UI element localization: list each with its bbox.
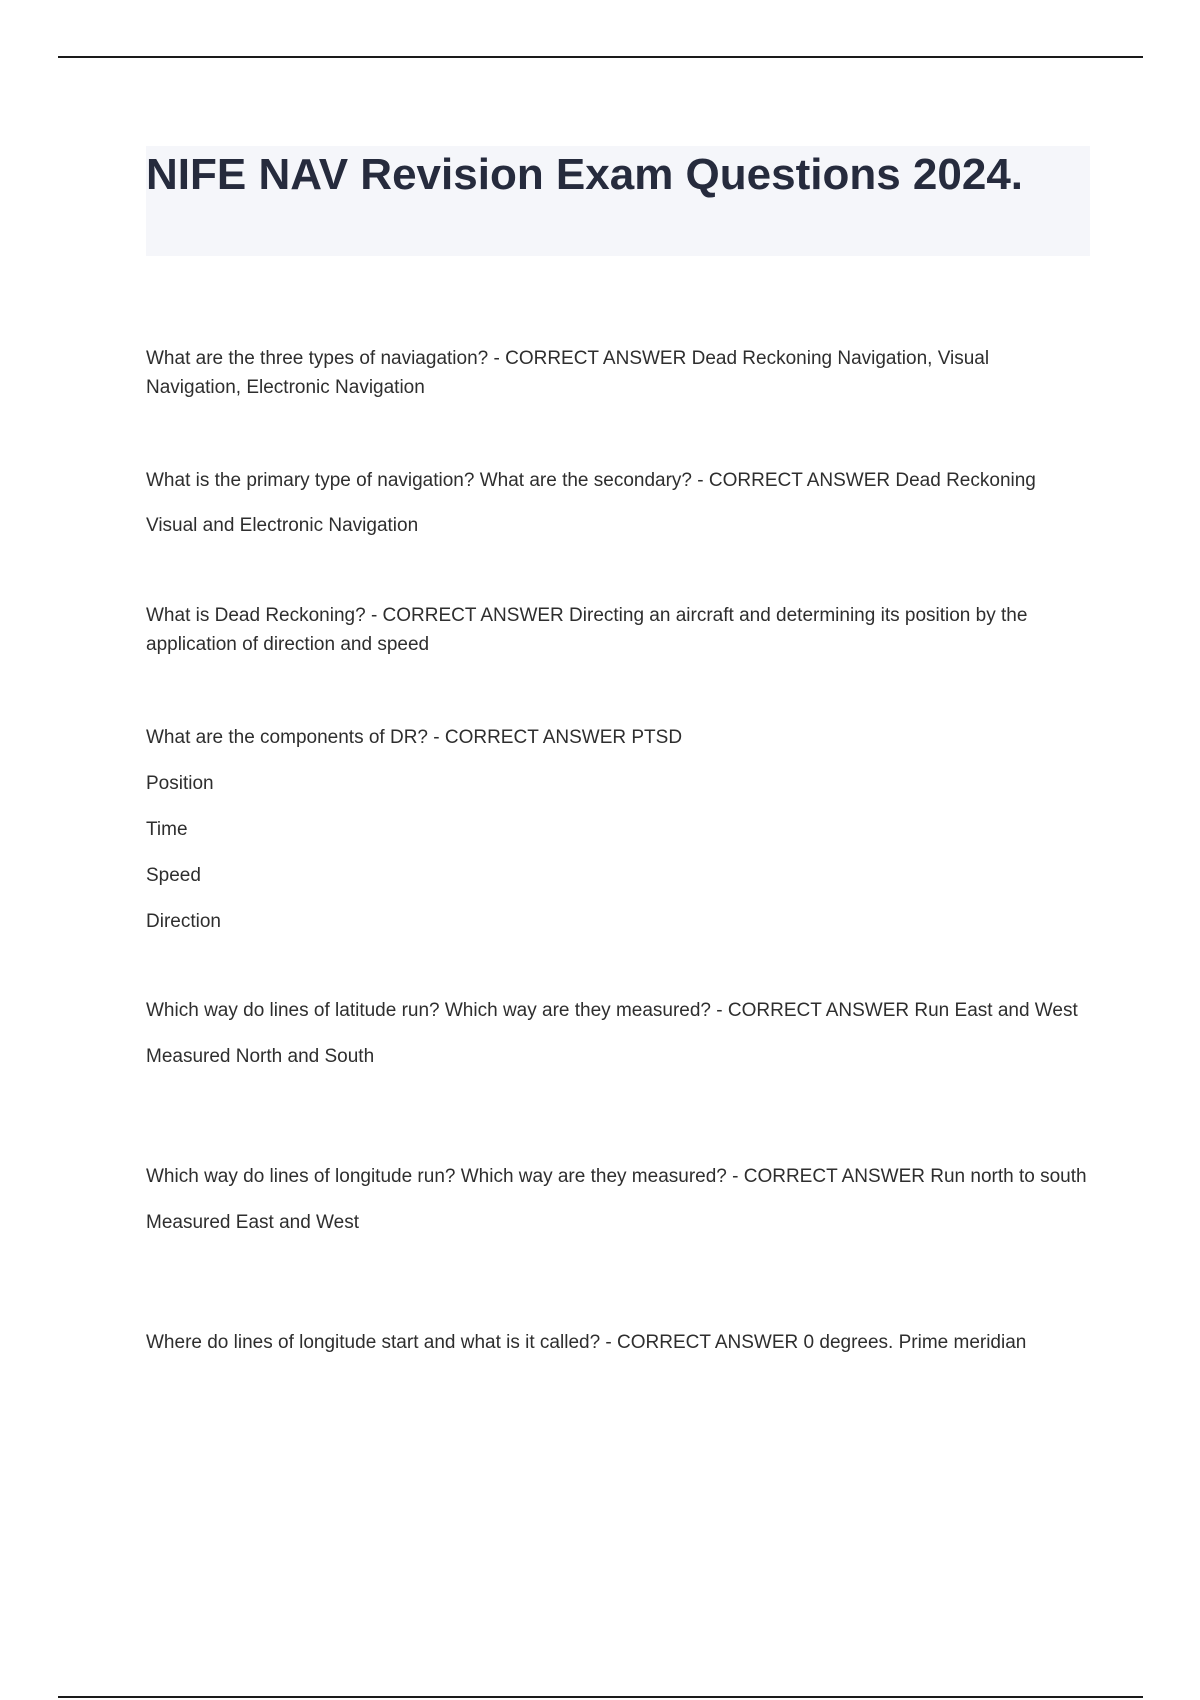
qa-question: Which way do lines of latitude run? Which way are they measured? - CORRECT ANSWER Run East and West [146, 1000, 1078, 1021]
title-block [146, 146, 1090, 256]
qa-question: What is Dead Reckoning? - CORRECT ANSWER Directing an aircraft and determining its position by the application of direction and speed [146, 605, 1028, 655]
top-rule [58, 56, 1143, 58]
qa-item [146, 1328, 1106, 1357]
qa-question: Which way do lines of longitude run? Which way are they measured? - CORRECT ANSWER Run north to south [146, 1166, 1087, 1187]
qa-answer-line: Measured East and West [146, 1212, 359, 1233]
qa-question: What are the components of DR? - CORRECT ANSWER PTSD [146, 727, 683, 748]
qa-answer-line: Position [146, 773, 214, 794]
qa-answer-line: Measured North and South [146, 1046, 375, 1067]
qa-answer-line: Speed [146, 865, 201, 886]
qa-item [146, 1162, 1106, 1237]
qa-item [146, 996, 1106, 1071]
qa-question: What is the primary type of navigation? What are the secondary? - CORRECT ANSWER Dead Reckoning [146, 470, 1036, 491]
qa-item [146, 344, 1106, 402]
document-title: NIFE NAV Revision Exam Questions 2024. [146, 150, 1024, 199]
qa-item [146, 466, 1106, 540]
bottom-rule [58, 1696, 1143, 1698]
qa-answer-line: Visual and Electronic Navigation [146, 515, 419, 536]
qa-item [146, 723, 1106, 936]
qa-item [146, 601, 1106, 659]
qa-answer-line: Time [146, 819, 188, 840]
qa-question: Where do lines of longitude start and what is it called? - CORRECT ANSWER 0 degrees. Prime meridian [146, 1332, 1027, 1353]
qa-answer-line: Direction [146, 911, 221, 932]
qa-question: What are the three types of naviagation? - CORRECT ANSWER Dead Reckoning Navigation, Visual Navigation, Electronic Navigation [146, 348, 990, 398]
